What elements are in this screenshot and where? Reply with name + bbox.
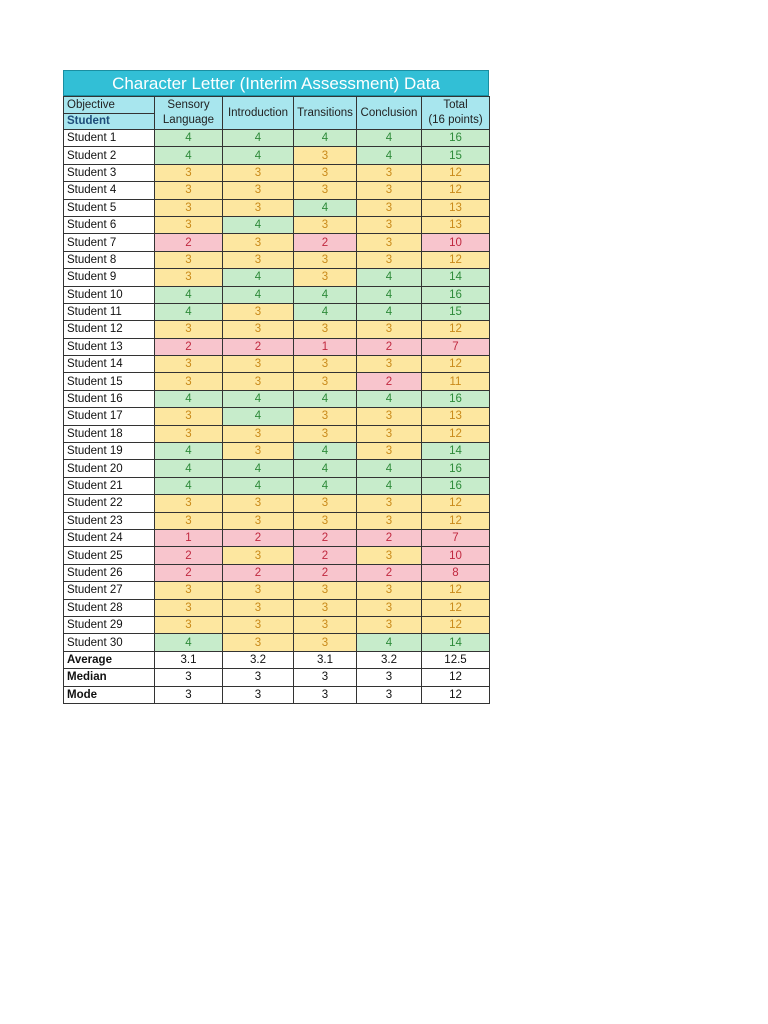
score-cell: 3 [223, 251, 294, 268]
student-row [64, 130, 490, 147]
score-cell: 2 [155, 547, 223, 564]
score-cell: 3 [357, 182, 422, 199]
score-cell: 3 [357, 408, 422, 425]
total-score-cell: 12 [422, 356, 490, 373]
student-row [64, 164, 490, 181]
student-row [64, 443, 490, 460]
total-score-cell: 14 [422, 634, 490, 651]
score-cell: 3 [223, 373, 294, 390]
header-row [64, 97, 490, 130]
score-cell: 3 [357, 547, 422, 564]
score-cell: 4 [294, 130, 357, 147]
score-cell: 3 [155, 408, 223, 425]
score-cell: 3 [357, 582, 422, 599]
score-cell: 4 [294, 390, 357, 407]
col-header-transitions: Transitions [294, 97, 357, 130]
score-cell: 4 [223, 269, 294, 286]
total-score-cell: 7 [422, 338, 490, 355]
student-name: Student 11 [64, 303, 155, 320]
score-cell: 3 [294, 425, 357, 442]
total-score-cell: 13 [422, 408, 490, 425]
score-cell: 3 [294, 599, 357, 616]
score-cell: 3 [223, 582, 294, 599]
student-name: Student 13 [64, 338, 155, 355]
score-cell: 4 [357, 460, 422, 477]
score-cell: 3 [357, 443, 422, 460]
score-cell: 3 [223, 182, 294, 199]
score-cell: 3 [294, 182, 357, 199]
student-row [64, 460, 490, 477]
score-cell: 3 [294, 321, 357, 338]
student-name: Student 8 [64, 251, 155, 268]
summary-value: 3 [155, 669, 223, 686]
summary-value: 3.1 [155, 651, 223, 668]
sheet-title: Character Letter (Interim Assessment) Data [63, 70, 489, 96]
total-score-cell: 12 [422, 495, 490, 512]
col-header-conclusion: Conclusion [357, 97, 422, 130]
total-score-cell: 12 [422, 321, 490, 338]
score-cell: 3 [223, 547, 294, 564]
score-cell: 3 [357, 495, 422, 512]
student-name: Student 4 [64, 182, 155, 199]
score-cell: 4 [223, 147, 294, 164]
score-cell: 2 [294, 564, 357, 581]
summary-value: 3.2 [357, 651, 422, 668]
score-cell: 3 [223, 356, 294, 373]
student-label: Student [67, 115, 110, 127]
score-cell: 2 [223, 338, 294, 355]
score-cell: 4 [223, 477, 294, 494]
student-name: Student 9 [64, 269, 155, 286]
score-cell: 3 [223, 234, 294, 251]
score-cell: 3 [294, 616, 357, 633]
summary-value: 3 [357, 669, 422, 686]
student-name: Student 1 [64, 130, 155, 147]
score-cell: 4 [155, 460, 223, 477]
score-cell: 2 [294, 529, 357, 546]
student-row [64, 616, 490, 633]
summary-row [64, 669, 490, 686]
total-score-cell: 16 [422, 390, 490, 407]
student-row [64, 408, 490, 425]
student-name: Student 20 [64, 460, 155, 477]
score-cell: 4 [223, 216, 294, 233]
student-name: Student 19 [64, 443, 155, 460]
score-cell: 4 [357, 269, 422, 286]
score-cell: 3 [294, 634, 357, 651]
score-cell: 3 [294, 582, 357, 599]
col-header-sensory-language: Sensory Language [155, 97, 223, 130]
student-name: Student 28 [64, 599, 155, 616]
student-name: Student 7 [64, 234, 155, 251]
student-row [64, 634, 490, 651]
summary-value: 3.1 [294, 651, 357, 668]
score-cell: 4 [223, 408, 294, 425]
score-cell: 2 [294, 547, 357, 564]
student-name: Student 6 [64, 216, 155, 233]
score-cell: 2 [223, 529, 294, 546]
score-cell: 4 [357, 286, 422, 303]
summary-label: Average [64, 651, 155, 668]
score-cell: 4 [357, 303, 422, 320]
student-rows [64, 130, 490, 652]
score-cell: 3 [155, 582, 223, 599]
summary-value: 12 [422, 686, 490, 703]
total-score-cell: 7 [422, 529, 490, 546]
score-cell: 2 [155, 234, 223, 251]
score-cell: 3 [357, 234, 422, 251]
total-score-cell: 16 [422, 286, 490, 303]
total-score-cell: 15 [422, 303, 490, 320]
student-row [64, 529, 490, 546]
score-cell: 3 [294, 356, 357, 373]
student-name: Student 17 [64, 408, 155, 425]
score-cell: 2 [357, 373, 422, 390]
student-row [64, 512, 490, 529]
score-cell: 3 [155, 373, 223, 390]
score-cell: 2 [357, 529, 422, 546]
score-cell: 3 [294, 251, 357, 268]
score-cell: 4 [357, 147, 422, 164]
total-score-cell: 10 [422, 547, 490, 564]
score-cell: 4 [155, 443, 223, 460]
score-cell: 1 [155, 529, 223, 546]
score-cell: 3 [357, 199, 422, 216]
student-name: Student 27 [64, 582, 155, 599]
score-cell: 2 [155, 338, 223, 355]
total-score-cell: 12 [422, 164, 490, 181]
student-row [64, 582, 490, 599]
summary-value: 3 [294, 686, 357, 703]
score-cell: 2 [294, 234, 357, 251]
score-cell: 3 [294, 216, 357, 233]
student-name: Student 26 [64, 564, 155, 581]
assessment-sheet [63, 70, 489, 704]
score-cell: 3 [223, 616, 294, 633]
score-cell: 4 [294, 303, 357, 320]
score-cell: 3 [357, 425, 422, 442]
total-score-cell: 16 [422, 477, 490, 494]
score-cell: 2 [357, 338, 422, 355]
score-cell: 4 [223, 130, 294, 147]
student-row [64, 564, 490, 581]
student-row [64, 356, 490, 373]
student-name: Student 25 [64, 547, 155, 564]
student-name: Student 16 [64, 390, 155, 407]
col-header-introduction: Introduction [223, 97, 294, 130]
total-score-cell: 12 [422, 251, 490, 268]
student-row [64, 199, 490, 216]
total-score-cell: 11 [422, 373, 490, 390]
total-score-cell: 12 [422, 599, 490, 616]
total-score-cell: 12 [422, 512, 490, 529]
summary-value: 3 [155, 686, 223, 703]
student-name: Student 21 [64, 477, 155, 494]
student-name: Student 18 [64, 425, 155, 442]
score-cell: 3 [357, 216, 422, 233]
score-cell: 3 [223, 634, 294, 651]
score-cell: 3 [357, 164, 422, 181]
score-cell: 3 [155, 616, 223, 633]
score-cell: 4 [357, 130, 422, 147]
total-score-cell: 12 [422, 582, 490, 599]
total-score-cell: 12 [422, 616, 490, 633]
student-name: Student 22 [64, 495, 155, 512]
score-cell: 3 [223, 303, 294, 320]
score-cell: 3 [357, 321, 422, 338]
score-cell: 4 [155, 477, 223, 494]
score-cell: 3 [155, 251, 223, 268]
score-cell: 4 [357, 390, 422, 407]
score-cell: 4 [294, 286, 357, 303]
score-cell: 3 [294, 512, 357, 529]
score-cell: 3 [294, 495, 357, 512]
score-cell: 3 [155, 512, 223, 529]
summary-label: Median [64, 669, 155, 686]
score-cell: 3 [357, 616, 422, 633]
score-cell: 3 [357, 251, 422, 268]
score-cell: 3 [223, 425, 294, 442]
student-name: Student 10 [64, 286, 155, 303]
score-cell: 3 [155, 164, 223, 181]
score-cell: 2 [357, 564, 422, 581]
student-row [64, 182, 490, 199]
score-cell: 4 [294, 460, 357, 477]
score-cell: 3 [223, 199, 294, 216]
student-row [64, 477, 490, 494]
score-cell: 3 [357, 356, 422, 373]
student-name: Student 30 [64, 634, 155, 651]
score-cell: 4 [294, 477, 357, 494]
student-name: Student 15 [64, 373, 155, 390]
student-row [64, 269, 490, 286]
score-cell: 3 [155, 269, 223, 286]
student-row [64, 425, 490, 442]
score-cell: 2 [223, 564, 294, 581]
score-cell: 4 [223, 286, 294, 303]
score-cell: 4 [357, 634, 422, 651]
student-name: Student 12 [64, 321, 155, 338]
total-score-cell: 14 [422, 269, 490, 286]
score-cell: 4 [155, 286, 223, 303]
score-cell: 2 [155, 564, 223, 581]
score-cell: 3 [294, 164, 357, 181]
student-row [64, 147, 490, 164]
score-cell: 3 [155, 199, 223, 216]
score-cell: 3 [357, 512, 422, 529]
student-row [64, 321, 490, 338]
score-cell: 3 [155, 495, 223, 512]
student-name: Student 5 [64, 199, 155, 216]
student-row [64, 234, 490, 251]
score-cell: 3 [223, 164, 294, 181]
summary-row [64, 686, 490, 703]
summary-value: 3 [294, 669, 357, 686]
score-cell: 3 [155, 425, 223, 442]
score-cell: 4 [223, 460, 294, 477]
score-cell: 1 [294, 338, 357, 355]
summary-rows [64, 651, 490, 703]
objective-label: Objective [64, 97, 154, 114]
student-row [64, 495, 490, 512]
header-objective-student [64, 97, 155, 130]
score-cell: 4 [155, 130, 223, 147]
student-name: Student 14 [64, 356, 155, 373]
score-cell: 3 [155, 216, 223, 233]
total-score-cell: 12 [422, 425, 490, 442]
student-name: Student 24 [64, 529, 155, 546]
student-row [64, 303, 490, 320]
total-score-cell: 15 [422, 147, 490, 164]
score-cell: 4 [155, 303, 223, 320]
score-cell: 3 [294, 147, 357, 164]
score-cell: 4 [223, 390, 294, 407]
score-cell: 3 [155, 321, 223, 338]
student-row [64, 373, 490, 390]
score-cell: 4 [294, 443, 357, 460]
score-cell: 3 [155, 182, 223, 199]
student-name: Student 23 [64, 512, 155, 529]
score-cell: 3 [294, 269, 357, 286]
total-score-cell: 14 [422, 443, 490, 460]
score-cell: 3 [294, 408, 357, 425]
student-name: Student 2 [64, 147, 155, 164]
summary-label: Mode [64, 686, 155, 703]
summary-value: 12 [422, 669, 490, 686]
summary-value: 12.5 [422, 651, 490, 668]
score-cell: 3 [357, 599, 422, 616]
score-cell: 4 [294, 199, 357, 216]
summary-value: 3.2 [223, 651, 294, 668]
student-row [64, 390, 490, 407]
score-cell: 4 [155, 634, 223, 651]
score-cell: 3 [155, 356, 223, 373]
col-header-total: Total (16 points) [422, 97, 490, 130]
student-name: Student 3 [64, 164, 155, 181]
score-cell: 4 [357, 477, 422, 494]
total-score-cell: 12 [422, 182, 490, 199]
student-row [64, 547, 490, 564]
total-score-cell: 8 [422, 564, 490, 581]
total-score-cell: 16 [422, 460, 490, 477]
total-score-cell: 10 [422, 234, 490, 251]
student-row [64, 338, 490, 355]
score-cell: 3 [294, 373, 357, 390]
total-score-cell: 13 [422, 216, 490, 233]
student-row [64, 251, 490, 268]
score-cell: 3 [223, 599, 294, 616]
score-cell: 3 [223, 495, 294, 512]
score-cell: 3 [223, 512, 294, 529]
student-name: Student 29 [64, 616, 155, 633]
summary-value: 3 [357, 686, 422, 703]
score-cell: 3 [155, 599, 223, 616]
total-score-cell: 16 [422, 130, 490, 147]
score-cell: 4 [155, 390, 223, 407]
summary-value: 3 [223, 669, 294, 686]
summary-value: 3 [223, 686, 294, 703]
score-cell: 3 [223, 321, 294, 338]
student-row [64, 216, 490, 233]
student-row [64, 286, 490, 303]
total-score-cell: 13 [422, 199, 490, 216]
student-row [64, 599, 490, 616]
summary-row [64, 651, 490, 668]
score-cell: 3 [223, 443, 294, 460]
score-cell: 4 [155, 147, 223, 164]
assessment-table [63, 96, 490, 704]
